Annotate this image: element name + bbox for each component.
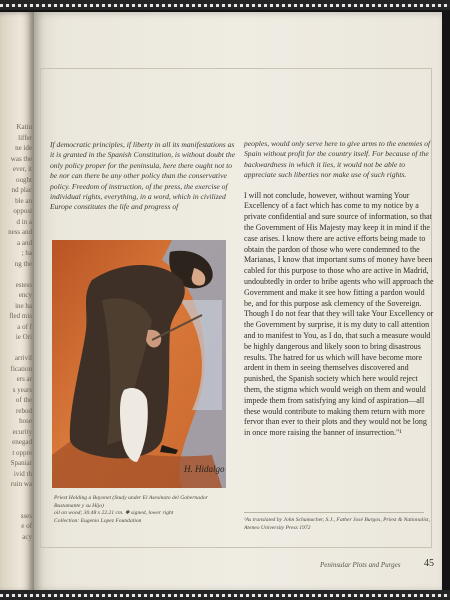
left-page-fragment: nd plac — [11, 186, 32, 194]
left-page-fragment: was the — [10, 154, 32, 163]
left-page-fragment: ever, it — [12, 165, 32, 173]
painting-signature: H. Hidalgo — [184, 464, 225, 474]
running-head: Peninsular Plots and Purges — [320, 561, 401, 569]
left-page-fragment: ought — [16, 175, 32, 184]
left-page-fragment: t oppre — [12, 448, 32, 457]
left-page-fragment: hose — [19, 417, 32, 425]
left-page-fragment: ne ide — [15, 144, 32, 152]
left-page-fragment: ie Ori — [15, 333, 32, 341]
footnote: ¹As translated by John Schumacher, S.J., Father José Burgos, Priest & Nationalist, Ateneo University Press 1972 — [244, 517, 430, 531]
left-page-fragment: liffer — [18, 133, 32, 142]
left-page-fragment: ness and — [8, 228, 32, 236]
left-page-fragment: ng the — [14, 259, 32, 268]
left-page-fragment: ers ar — [16, 375, 32, 383]
painting-caption — [54, 495, 234, 525]
left-page-fragment: ine ha — [15, 301, 32, 310]
right-column-intro: peoples, would only serve here to give arms to the enemies of Spain without profit for the country itself. For because of the backwardness in which it lies, it would not be able to appreciate such liberties nor make use of such rights. — [244, 139, 431, 180]
book-page — [34, 12, 442, 592]
left-page-fragment: ivid th — [13, 469, 32, 478]
left-page-fragment: fication — [10, 364, 32, 373]
left-page-fragment: Spaniar — [10, 459, 32, 467]
left-page-fragment: ecurity — [12, 427, 32, 436]
left-page-fragment: rebod — [16, 406, 32, 415]
left-page-fragment: s years — [12, 385, 32, 394]
left-page-fragment: of the — [15, 396, 32, 404]
left-page-fragment: a and — [17, 238, 32, 247]
left-page-fragment: a of f — [17, 322, 32, 331]
priest-painting-illustration — [52, 240, 226, 488]
left-page-fragment: ruin wa — [10, 480, 32, 488]
left-page-fragment: arrivil — [14, 354, 32, 362]
footnote-divider — [244, 512, 424, 513]
left-page-fragment: Katiu — [16, 123, 32, 131]
left-page-edge — [0, 12, 34, 592]
top-border-stripe — [0, 4, 450, 7]
left-column-text: If democratic principles, if liberty in all its manifestations as it is granted in the Spanish Constitution, is without doubt the only policy proper for the peninsula, here there ought not to be nor can there be any other policy than the conservative policy. Freedom of instruction, of the press, the exercise of individual rights, everything, in a word, which in civilized Europe constitutes the life and progress of — [50, 140, 236, 212]
left-page-fragment: e of — [21, 522, 32, 530]
left-page-fragment: opposi — [13, 207, 32, 215]
left-page-fragment: ble an — [15, 196, 32, 205]
right-text-column — [244, 139, 434, 439]
painting-image — [52, 240, 226, 488]
bottom-border-stripe — [0, 594, 450, 597]
page-number: 45 — [424, 558, 434, 569]
left-page-fragment: fled mis — [9, 312, 32, 320]
left-page-fragment: ; ha — [21, 249, 32, 257]
top-border-band — [0, 0, 450, 10]
caption-title: Priest Holding a Bayonet (Study under El Asesinato del Gobernador Bustamante y su Hijo) — [54, 495, 208, 509]
left-page-fragment: ency — [18, 291, 32, 299]
left-page-fragment: d in a — [16, 217, 32, 226]
right-column-body: I will not conclude, however, without warning Your Excellency of a fact which has come to my notice by a private confidential and sure source of information, so that the Government of His Majesty may keep it in mind if the case arises. I know there are active efforts being made to obtain the pardon of those who were condemned to the Marianas, I know that important sums of money have been cabled for this purpose to those who are active in Madrid, undoubtedly in order to bribe agents who will approach the Government and make it see how fitting a pardon would be, and for this purpose ask clemency of the Sovereign. Though I do not fear that they will take Your Excellency or the Government by surprise, it is my duty to call attention and to manifest to You, as I do, that such a measure would be highly dangerous and likely soon to bring disastrous results. The hatred for us which will have become more ardent in them in seeing themselves discovered and punished, the Spanish society which here would reject them, the stigma which would weigh on them and would impede them from satisfying any kind of aspiration—all these would contribute to making them return with more fervor than ever to their plots and they would not be long in once more raising the banner of insurrection."¹ — [244, 190, 434, 438]
left-page-fragment: sses — [20, 511, 32, 520]
left-page-fragment: acy — [22, 532, 32, 541]
caption-collection: Collection: Eugenio Lopez Foundation — [54, 517, 142, 524]
left-page-fragment: enegad — [12, 438, 32, 446]
bottom-border-band — [0, 590, 450, 600]
left-page-fragment: estess — [15, 280, 32, 289]
left-text-column — [50, 140, 236, 213]
caption-medium: oil on wood; 30.48 x 22.21 cm. ✱ signed, lower right — [54, 510, 174, 517]
